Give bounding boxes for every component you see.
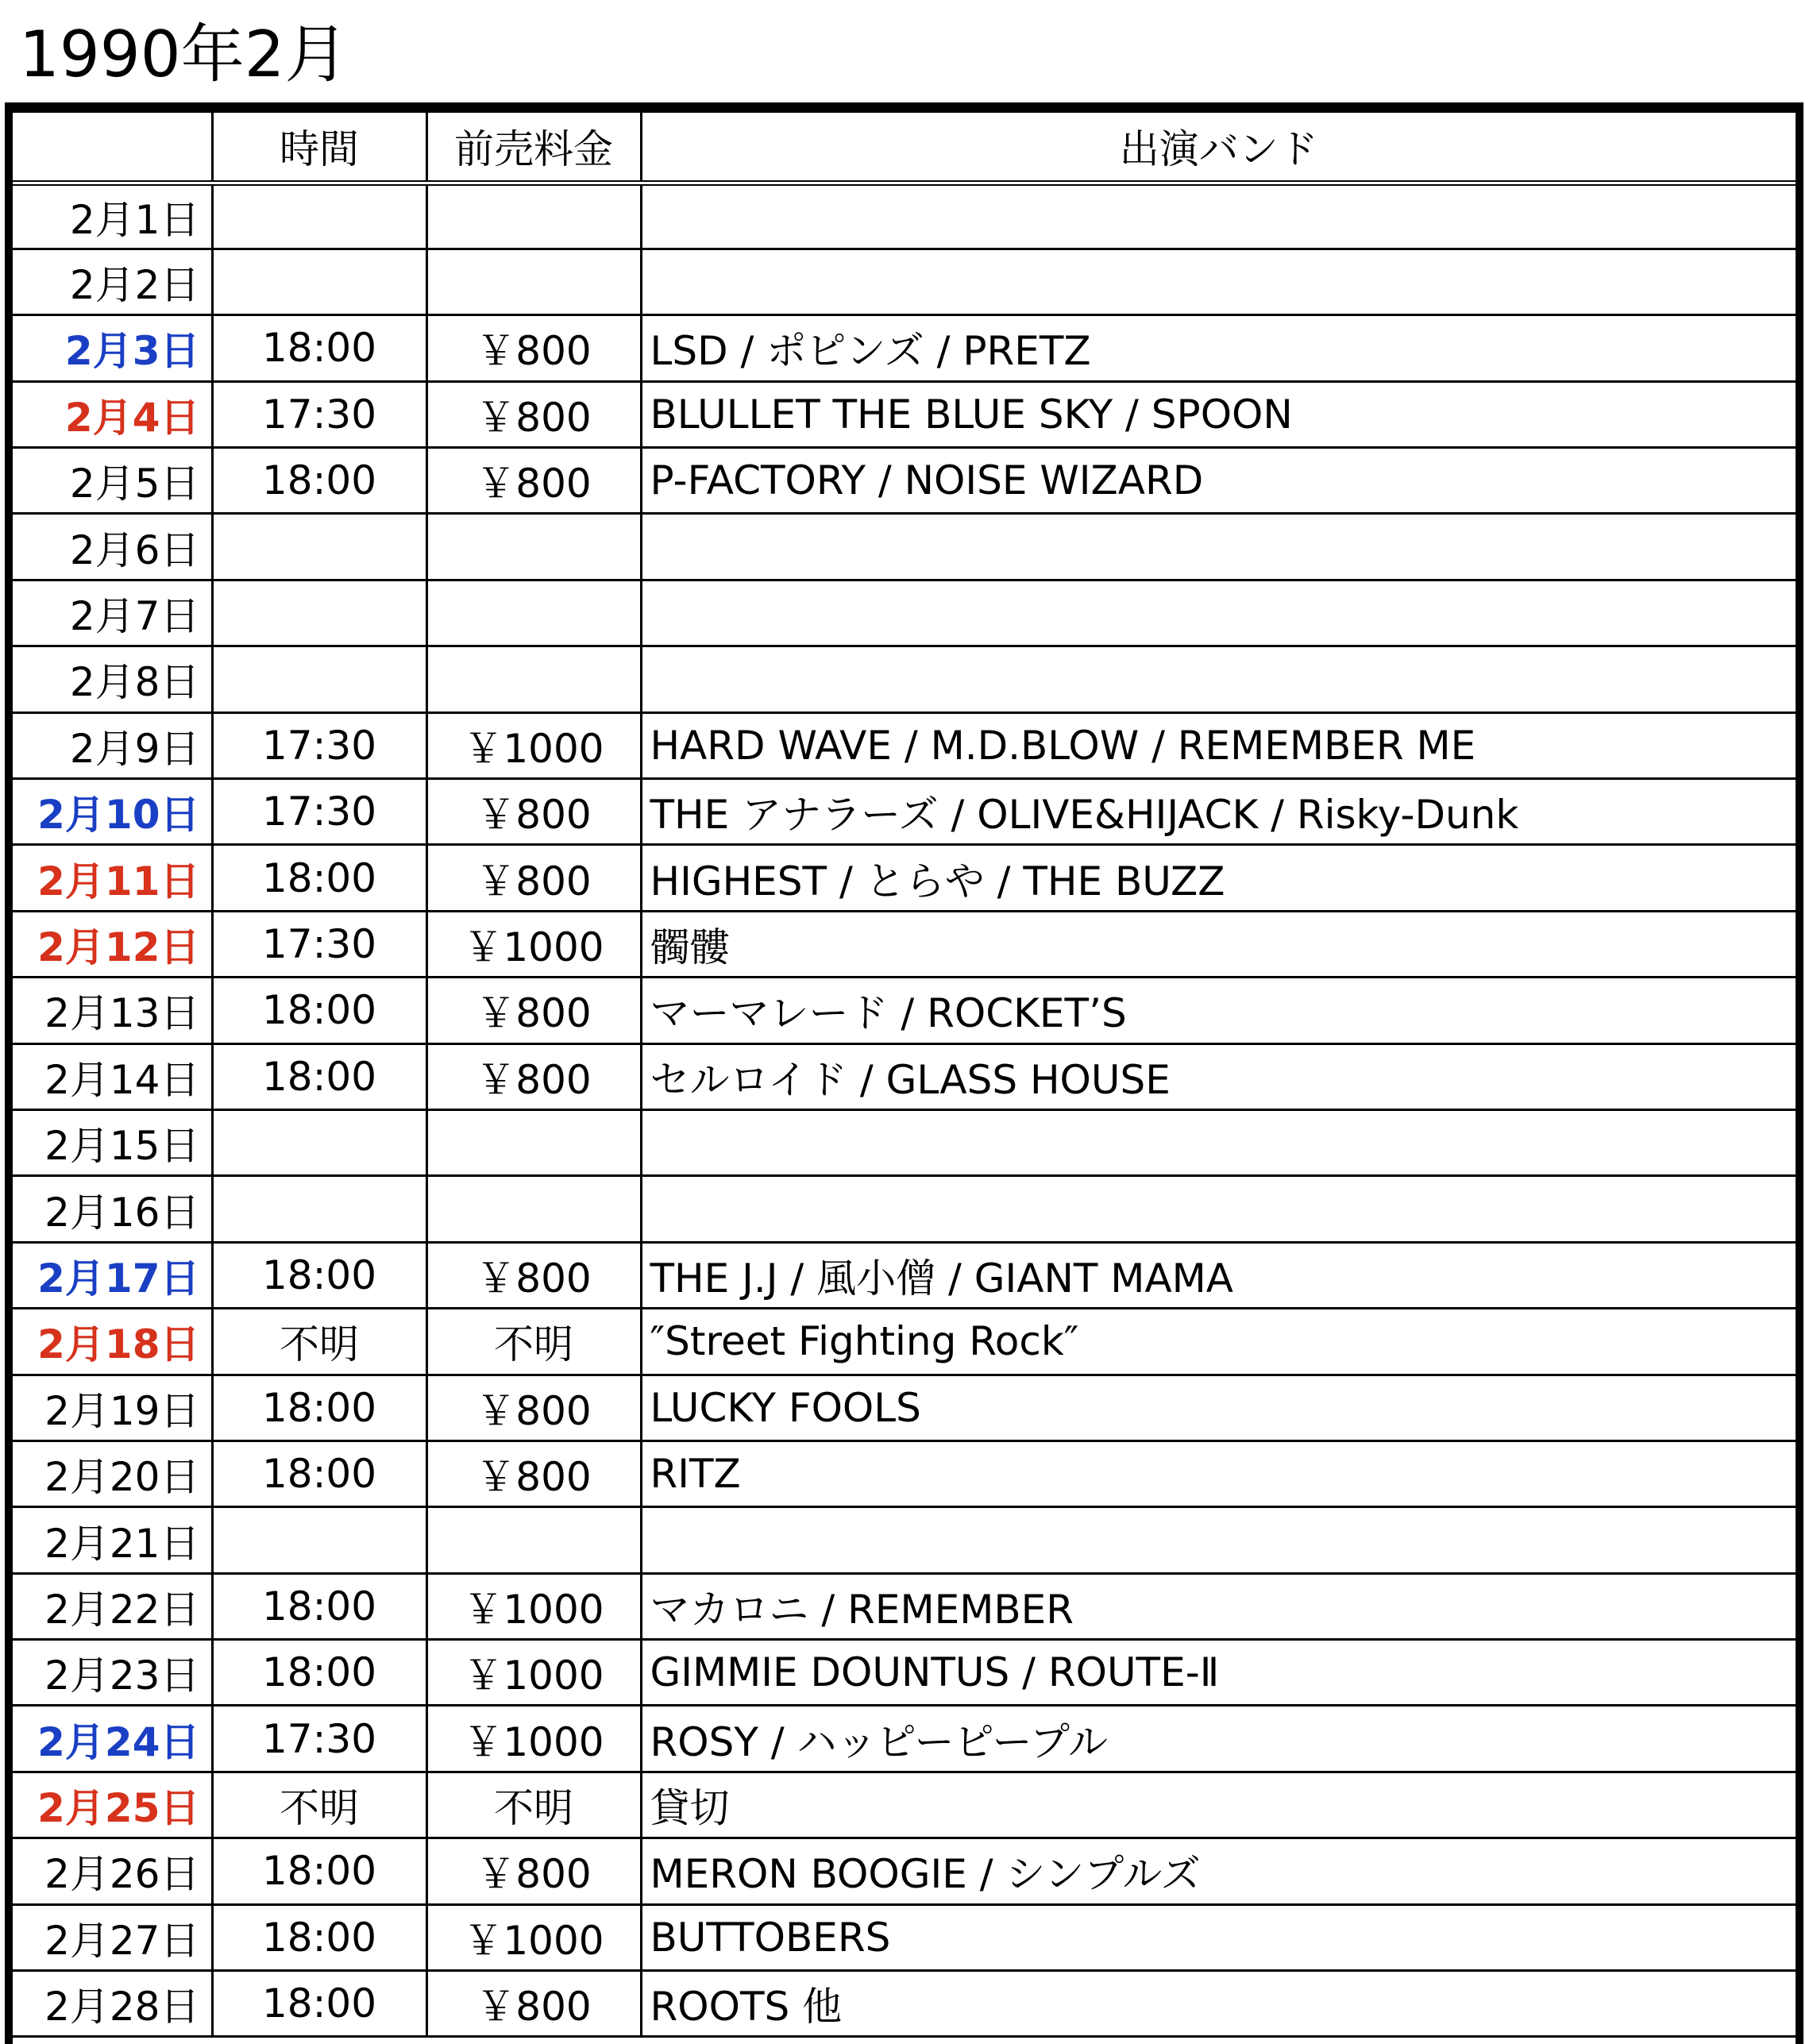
bands-cell: LSD / ポピンズ / PRETZ: [641, 315, 1796, 381]
bands-cell: HARD WAVE / M.D.BLOW / REMEMBER ME: [641, 712, 1796, 778]
price-cell: ￥1000: [426, 712, 641, 778]
table-row: [13, 1772, 1796, 1838]
price-cell: ￥1000: [426, 1573, 641, 1639]
price-cell: [426, 249, 641, 314]
time-cell: 18:00: [212, 845, 426, 911]
price-cell: ￥1000: [426, 1706, 641, 1772]
time-cell: 18:00: [212, 1838, 426, 1904]
bands-cell: MERON BOOGIE / シンプルズ: [641, 1838, 1796, 1904]
date-cell: 2月7日: [13, 580, 212, 646]
time-cell: [212, 1176, 426, 1242]
table-row: [13, 1573, 1796, 1639]
bands-cell: ″Street Fighting Rock″: [641, 1309, 1796, 1375]
price-cell: [426, 183, 641, 249]
bands-cell: BUTTOBERS: [641, 1904, 1796, 1970]
date-cell: 2月12日: [13, 911, 212, 977]
date-cell: 2月15日: [13, 1109, 212, 1175]
bands-cell: [641, 1176, 1796, 1242]
price-cell: ￥800: [426, 1440, 641, 1506]
bands-cell: [641, 1507, 1796, 1573]
time-cell: 18:00: [212, 1043, 426, 1109]
date-cell: 2月5日: [13, 448, 212, 514]
time-cell: 17:30: [212, 1706, 426, 1772]
price-cell: ￥800: [426, 1043, 641, 1109]
bands-cell: THE アナラーズ / OLIVE&HIJACK / Risky-Dunk: [641, 779, 1796, 845]
table-row: [13, 1971, 1796, 2037]
table-row: [13, 978, 1796, 1043]
price-cell: ￥800: [426, 381, 641, 447]
price-cell: ￥800: [426, 779, 641, 845]
bands-cell: [641, 646, 1796, 712]
header-date: [13, 113, 212, 183]
time-cell: 18:00: [212, 1573, 426, 1639]
bands-cell: [641, 249, 1796, 314]
time-cell: 17:30: [212, 779, 426, 845]
date-cell: 2月6日: [13, 514, 212, 580]
table-row: [13, 1043, 1796, 1109]
table-row: [13, 1640, 1796, 1706]
table-row: [13, 249, 1796, 314]
date-cell: 2月24日: [13, 1706, 212, 1772]
time-cell: [212, 514, 426, 580]
table-row: [13, 712, 1796, 778]
header-price: 前売料金: [426, 113, 641, 183]
bands-cell: P-FACTORY / NOISE WIZARD: [641, 448, 1796, 514]
date-cell: 2月8日: [13, 646, 212, 712]
time-cell: 18:00: [212, 315, 426, 381]
time-cell: 18:00: [212, 978, 426, 1043]
time-cell: 17:30: [212, 381, 426, 447]
time-cell: [212, 580, 426, 646]
header-row: [13, 113, 1796, 183]
price-cell: [426, 1109, 641, 1175]
price-cell: ￥800: [426, 448, 641, 514]
table-row: [13, 381, 1796, 447]
price-cell: 不明: [426, 1309, 641, 1375]
date-cell: 2月26日: [13, 1838, 212, 1904]
date-cell: 2月21日: [13, 1507, 212, 1573]
table-row: [13, 1176, 1796, 1242]
table-row: [13, 514, 1796, 580]
time-cell: [212, 646, 426, 712]
page-title: 1990年2月: [19, 17, 349, 91]
table-row: [13, 1838, 1796, 1904]
bands-cell: ROSY / ハッピーピープル: [641, 1706, 1796, 1772]
price-cell: ￥800: [426, 978, 641, 1043]
table-row: [13, 845, 1796, 911]
price-cell: [426, 514, 641, 580]
bands-cell: [641, 183, 1796, 249]
date-cell: 2月22日: [13, 1573, 212, 1639]
bands-cell: RITZ: [641, 1440, 1796, 1506]
time-cell: 18:00: [212, 448, 426, 514]
date-cell: 2月1日: [13, 183, 212, 249]
table-row: [13, 911, 1796, 977]
date-cell: 2月10日: [13, 779, 212, 845]
price-cell: [426, 580, 641, 646]
price-cell: ￥1000: [426, 1904, 641, 1970]
table-row: [13, 448, 1796, 514]
table-row: [13, 779, 1796, 845]
time-cell: 18:00: [212, 1242, 426, 1308]
table-row: [13, 1440, 1796, 1506]
bands-cell: セルロイド / GLASS HOUSE: [641, 1043, 1796, 1109]
table-row: [13, 1375, 1796, 1440]
price-cell: [426, 1507, 641, 1573]
table-row: [13, 1904, 1796, 1970]
time-cell: 18:00: [212, 1904, 426, 1970]
time-cell: 18:00: [212, 1971, 426, 2037]
date-cell: 2月11日: [13, 845, 212, 911]
bands-cell: 髑髏: [641, 911, 1796, 977]
bands-cell: LUCKY FOOLS: [641, 1375, 1796, 1440]
price-cell: ￥1000: [426, 1640, 641, 1706]
date-cell: 2月2日: [13, 249, 212, 314]
date-cell: 2月18日: [13, 1309, 212, 1375]
price-cell: ￥800: [426, 1838, 641, 1904]
table-row: [13, 580, 1796, 646]
date-cell: 2月16日: [13, 1176, 212, 1242]
date-cell: 2月17日: [13, 1242, 212, 1308]
bands-cell: [641, 514, 1796, 580]
bands-cell: マーマレード / ROCKET’S: [641, 978, 1796, 1043]
bands-cell: HIGHEST / とらや / THE BUZZ: [641, 845, 1796, 911]
time-cell: [212, 1109, 426, 1175]
bands-cell: [641, 580, 1796, 646]
date-cell: 2月3日: [13, 315, 212, 381]
bands-cell: 貸切: [641, 1772, 1796, 1838]
table-row: [13, 1507, 1796, 1573]
price-cell: [426, 646, 641, 712]
schedule-body: [13, 183, 1796, 2037]
price-cell: ￥800: [426, 1971, 641, 2037]
bands-cell: ROOTS 他: [641, 1971, 1796, 2037]
price-cell: ￥800: [426, 1375, 641, 1440]
date-cell: 2月25日: [13, 1772, 212, 1838]
date-cell: 2月28日: [13, 1971, 212, 2037]
bands-cell: マカロニ / REMEMBER: [641, 1573, 1796, 1639]
bands-cell: BLULLET THE BLUE SKY / SPOON: [641, 381, 1796, 447]
date-cell: 2月4日: [13, 381, 212, 447]
price-cell: [426, 1176, 641, 1242]
date-cell: 2月19日: [13, 1375, 212, 1440]
time-cell: [212, 1507, 426, 1573]
date-cell: 2月9日: [13, 712, 212, 778]
time-cell: 18:00: [212, 1640, 426, 1706]
date-cell: 2月14日: [13, 1043, 212, 1109]
table-row: [13, 315, 1796, 381]
time-cell: [212, 249, 426, 314]
date-cell: 2月27日: [13, 1904, 212, 1970]
table-row: [13, 1109, 1796, 1175]
date-cell: 2月20日: [13, 1440, 212, 1506]
date-cell: 2月13日: [13, 978, 212, 1043]
table-row: [13, 183, 1796, 249]
table-row: [13, 1706, 1796, 1772]
time-cell: 18:00: [212, 1440, 426, 1506]
schedule-sheet: [5, 102, 1803, 2044]
time-cell: [212, 183, 426, 249]
bands-cell: [641, 1109, 1796, 1175]
table-row: [13, 646, 1796, 712]
date-cell: 2月23日: [13, 1640, 212, 1706]
bands-cell: THE J.J / 風小僧 / GIANT MAMA: [641, 1242, 1796, 1308]
table-row: [13, 1309, 1796, 1375]
price-cell: ￥800: [426, 845, 641, 911]
time-cell: 17:30: [212, 911, 426, 977]
bands-cell: GIMMIE DOUNTUS / ROUTE-Ⅱ: [641, 1640, 1796, 1706]
price-cell: ￥800: [426, 315, 641, 381]
price-cell: ￥800: [426, 1242, 641, 1308]
time-cell: 不明: [212, 1309, 426, 1375]
time-cell: 不明: [212, 1772, 426, 1838]
price-cell: ￥1000: [426, 911, 641, 977]
time-cell: 18:00: [212, 1375, 426, 1440]
table-row: [13, 1242, 1796, 1308]
header-bands: 出演バンド: [641, 113, 1796, 183]
price-cell: 不明: [426, 1772, 641, 1838]
header-time: 時間: [212, 113, 426, 183]
time-cell: 17:30: [212, 712, 426, 778]
schedule-table: [13, 113, 1796, 2038]
